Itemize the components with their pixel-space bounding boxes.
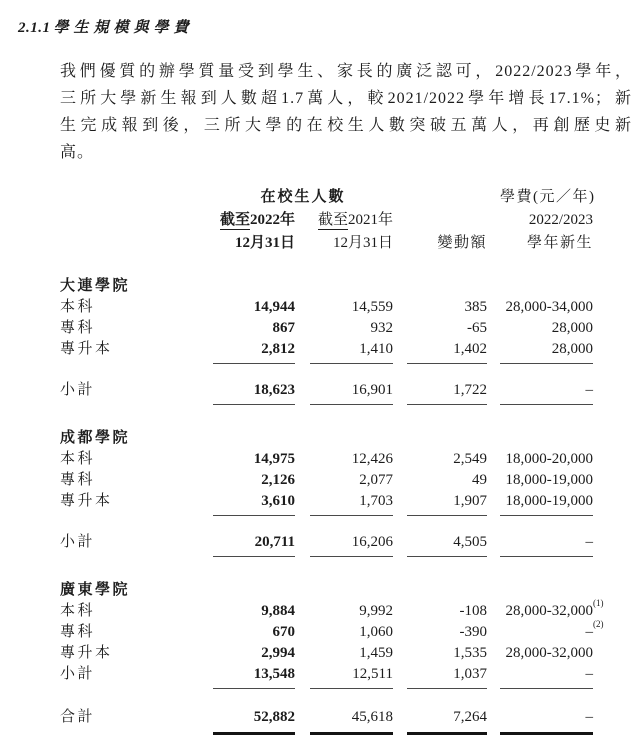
- row-label: 小計: [60, 534, 96, 550]
- cell-2021: 9,992: [359, 603, 393, 619]
- table-row: [60, 598, 604, 622]
- cell-change: 1,722: [407, 380, 487, 405]
- cell-change: -390: [459, 624, 487, 640]
- cell-2021: 1,703: [310, 491, 393, 516]
- cell-2022: 14,975: [253, 451, 295, 467]
- header-change: 變動額: [437, 235, 487, 251]
- cell-fee: 28,000-34,000: [505, 299, 593, 315]
- table-header-row: [60, 209, 593, 232]
- header-school-year: 2022/2023: [528, 212, 593, 228]
- footnote-marker: (1): [593, 598, 604, 608]
- section-number: 2.1.1: [18, 20, 51, 36]
- paragraph-line: 三所大學新生報到人數超1.7萬人，較2021/2022學年增長17.1%；新: [60, 90, 632, 107]
- paragraph-line: 高。: [60, 144, 95, 161]
- cell-fee: – (2): [585, 619, 604, 640]
- cell-2021: 14,559: [351, 299, 393, 315]
- section-heading: [18, 16, 640, 37]
- table-row: [60, 318, 593, 339]
- section-name: 廣東學院: [60, 582, 131, 598]
- row-label: 本科: [60, 451, 96, 467]
- cell-2022: 2,812: [213, 339, 295, 364]
- cell-2021: 16,901: [310, 380, 393, 405]
- row-label: 本科: [60, 299, 96, 315]
- cell-2022: 3,610: [213, 491, 295, 516]
- cell-change: 2,549: [453, 451, 487, 467]
- cell-fee: 18,000-19,000: [500, 491, 593, 516]
- header-new-students: 學年新生: [526, 235, 593, 251]
- cell-fee: 28,000: [551, 320, 593, 336]
- subtotal-row: [60, 380, 593, 405]
- row-label: 本科: [60, 603, 96, 619]
- table-header-row: [60, 232, 593, 255]
- cell-change: 1,907: [407, 491, 487, 516]
- row-label: 專升本: [60, 341, 113, 357]
- row-label: 專科: [60, 472, 96, 488]
- footnote-marker: (2): [593, 619, 604, 629]
- cell-2021: 2,077: [359, 472, 393, 488]
- row-label: 專升本: [60, 645, 113, 661]
- subtotal-row: [60, 532, 593, 557]
- cell-2022: 14,944: [253, 299, 295, 315]
- cell-2021: 16,206: [310, 532, 393, 557]
- cell-fee: –: [500, 532, 593, 557]
- cell-fee: 28,000-32,000 (1): [505, 598, 604, 619]
- cell-2022: 52,882: [213, 707, 295, 735]
- cell-2022: 20,711: [213, 532, 295, 557]
- table-row: [60, 470, 593, 491]
- cell-change: 1,037: [407, 664, 487, 689]
- cell-2022: 867: [272, 320, 295, 336]
- row-label: 合計: [60, 709, 96, 725]
- intro-paragraph: [60, 58, 632, 166]
- paragraph-line: 生完成報到後，三所大學的在校生人數突破五萬人，再創歷史新: [60, 117, 632, 134]
- cell-change: 385: [464, 299, 487, 315]
- table-row: [60, 297, 593, 318]
- table-row: [60, 491, 593, 516]
- section-title: 學生規模與學費: [53, 20, 194, 36]
- enrollment-tuition-table: [60, 186, 604, 735]
- cell-change: 1,402: [407, 339, 487, 364]
- cell-2021: 1,459: [359, 645, 393, 661]
- subtotal-row: [60, 664, 593, 689]
- cell-change: -65: [467, 320, 487, 336]
- cell-fee: –: [500, 380, 593, 405]
- cell-fee: 28,000: [500, 339, 593, 364]
- cell-2021: 12,511: [310, 664, 393, 689]
- grand-total-row: [60, 707, 593, 735]
- cell-2021: 1,060: [359, 624, 393, 640]
- section-name-row: [60, 427, 593, 449]
- row-label: 專升本: [60, 493, 113, 509]
- cell-2021: 45,618: [310, 707, 393, 735]
- cell-2022: 2,994: [261, 645, 295, 661]
- header-enrollment-group: 在校生人數: [260, 189, 346, 205]
- section-name: 大連學院: [60, 278, 131, 294]
- header-date-2021: 12月31日: [332, 235, 393, 251]
- section-name-row: [60, 579, 593, 601]
- row-label: 專科: [60, 320, 96, 336]
- row-label: 小計: [60, 666, 96, 682]
- cell-fee: –: [500, 707, 593, 735]
- header-asof-2022: 截至2022年: [219, 212, 295, 228]
- cell-change: 4,505: [407, 532, 487, 557]
- header-asof-2021: 截至2021年: [317, 212, 393, 228]
- cell-fee: 18,000-20,000: [505, 451, 593, 467]
- table-row: [60, 619, 604, 643]
- header-tuition: 學費(元／年): [500, 189, 596, 205]
- cell-fee: 18,000-19,000: [505, 472, 593, 488]
- row-label: 小計: [60, 382, 96, 398]
- document-page: [0, 16, 640, 735]
- cell-2022: 18,623: [213, 380, 295, 405]
- cell-change: 7,264: [407, 707, 487, 735]
- cell-2022: 13,548: [213, 664, 295, 689]
- cell-2022: 2,126: [261, 472, 295, 488]
- row-label: 專科: [60, 624, 96, 640]
- table-row: [60, 449, 593, 470]
- cell-2021: 12,426: [351, 451, 393, 467]
- section-name: 成都學院: [60, 430, 131, 446]
- header-date-2022: 12月31日: [234, 235, 295, 251]
- cell-2021: 932: [370, 320, 393, 336]
- cell-change: -108: [459, 603, 487, 619]
- cell-2021: 1,410: [310, 339, 393, 364]
- cell-change: 49: [472, 472, 487, 488]
- cell-2022: 670: [272, 624, 295, 640]
- table-row: [60, 643, 593, 664]
- section-name-row: [60, 275, 593, 297]
- table-header-row: [60, 186, 596, 209]
- cell-change: 1,535: [453, 645, 487, 661]
- cell-2022: 9,884: [261, 603, 295, 619]
- paragraph-line: 我們優質的辦學質量受到學生、家長的廣泛認可，2022/2023學年，: [60, 63, 632, 80]
- cell-fee: –: [500, 664, 593, 689]
- cell-fee: 28,000-32,000: [505, 645, 593, 661]
- table-row: [60, 339, 593, 364]
